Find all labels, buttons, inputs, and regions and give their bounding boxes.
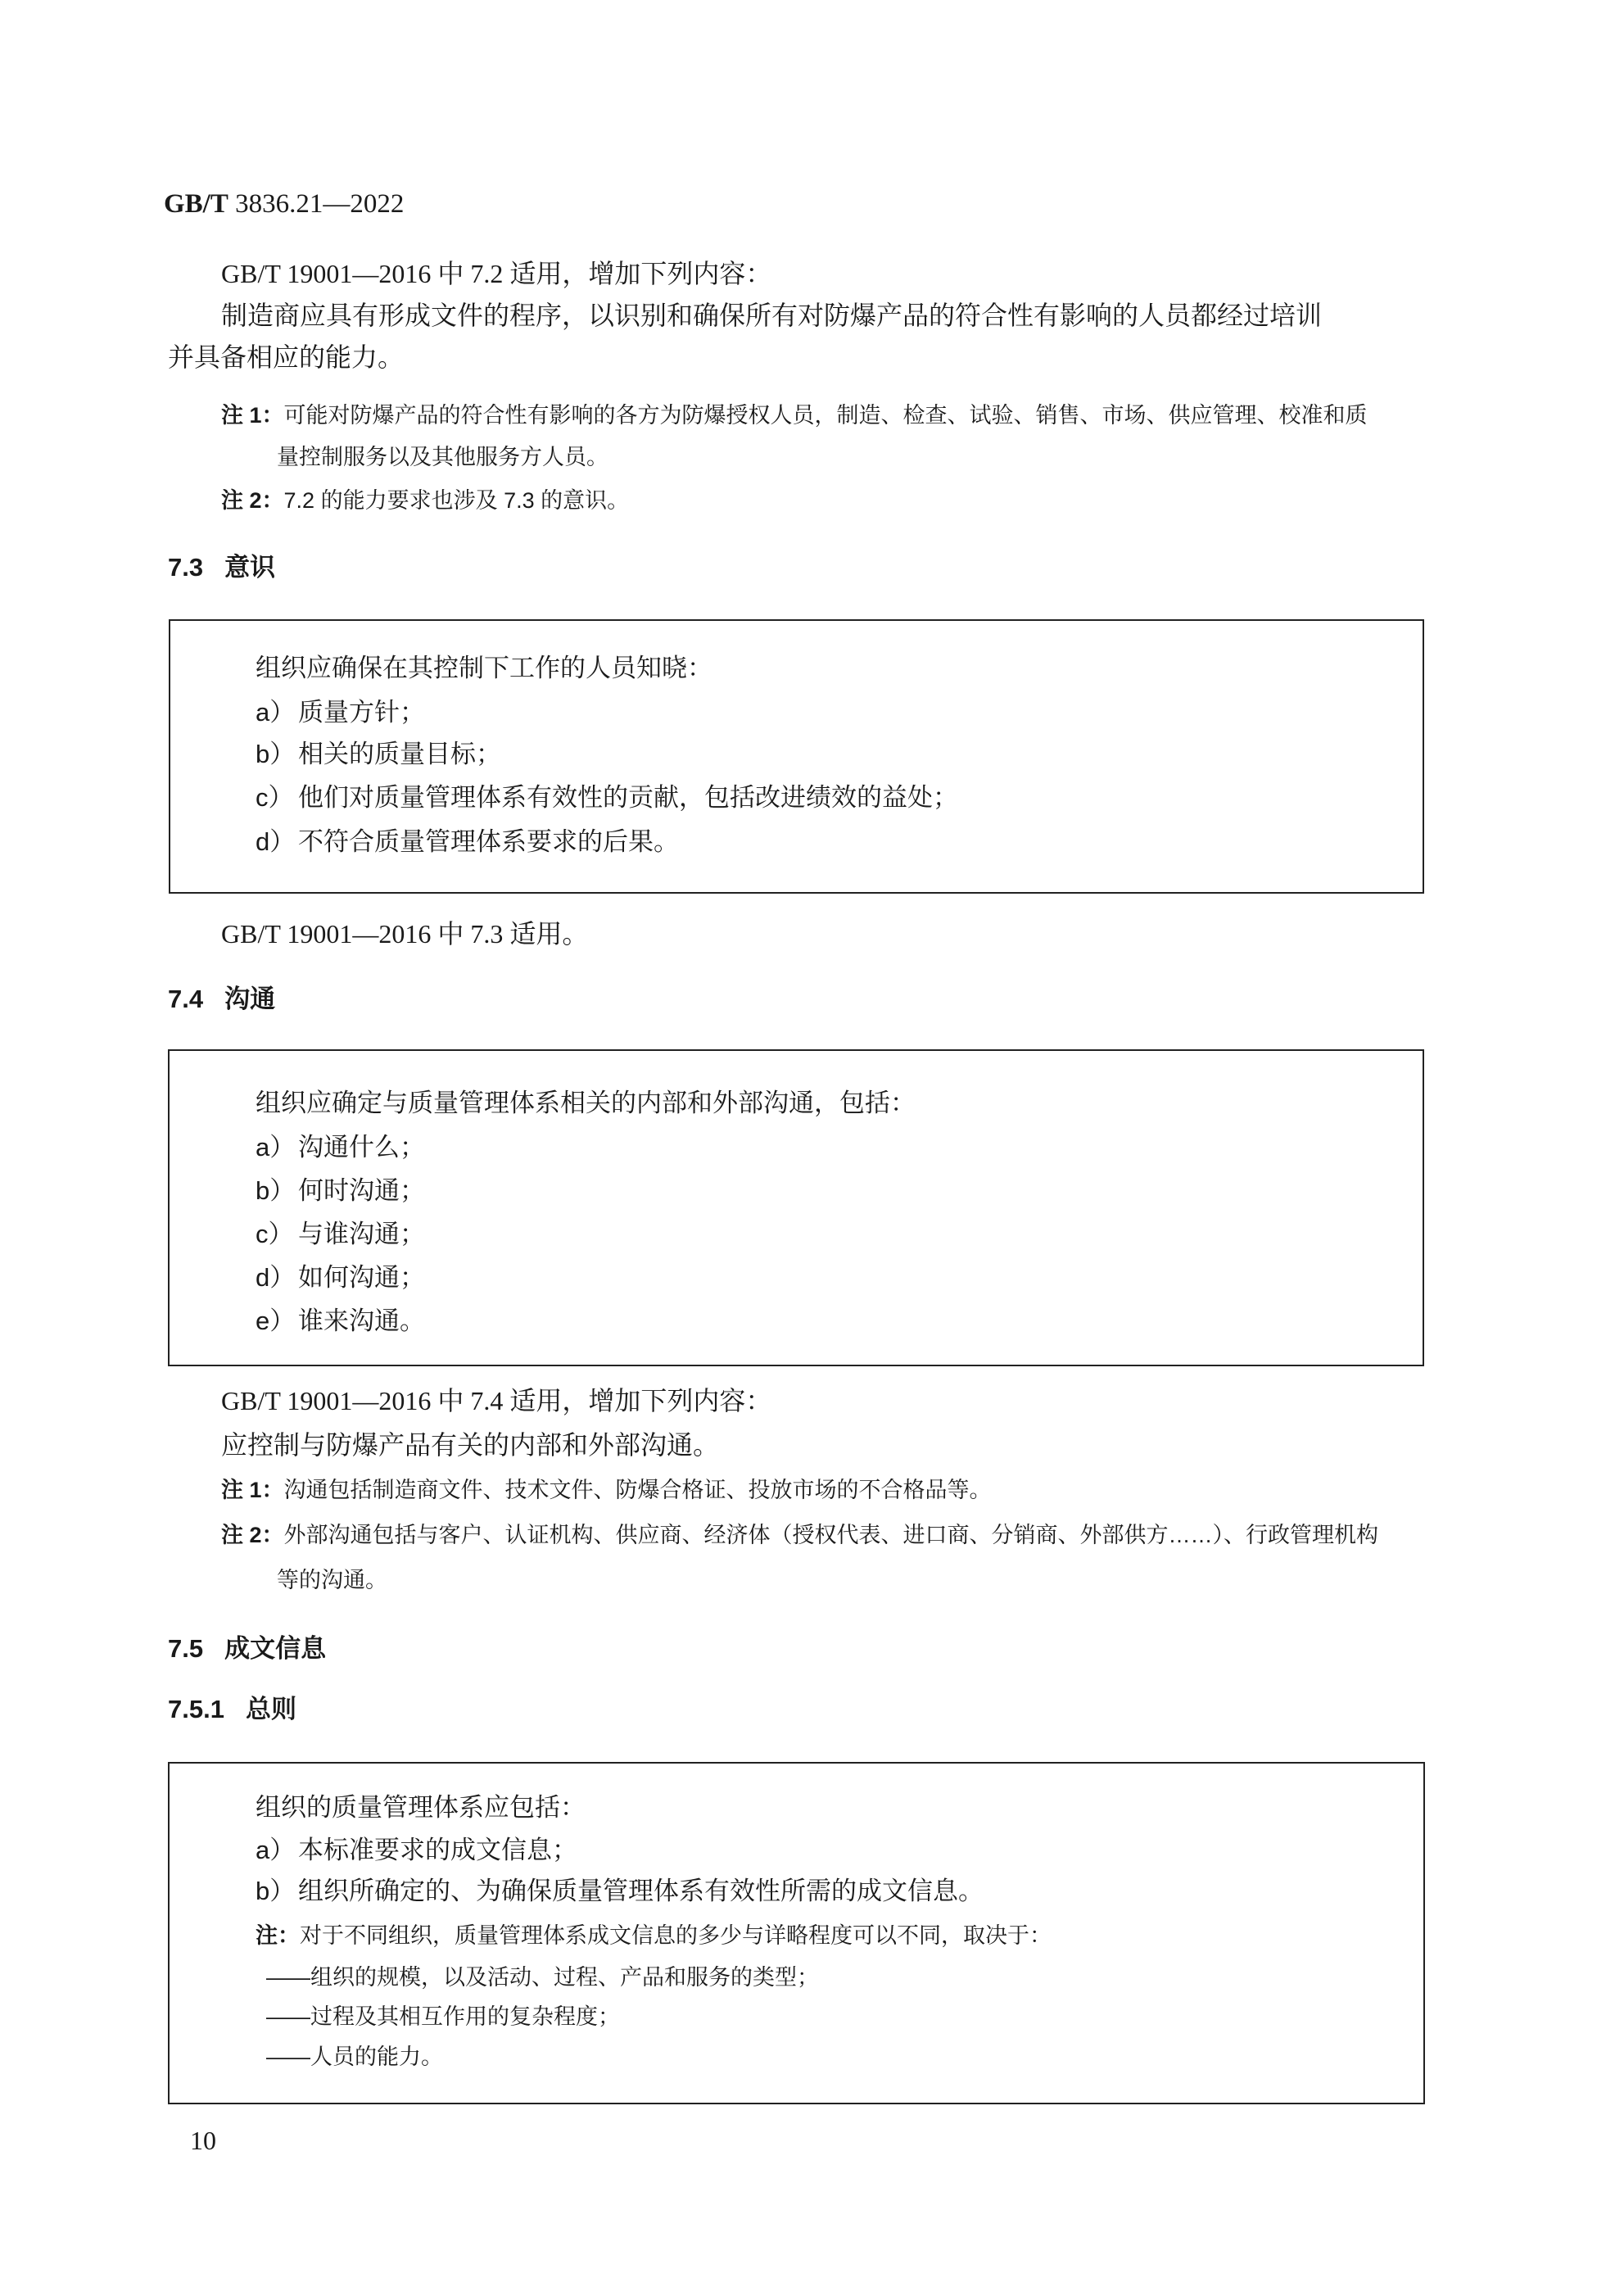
box-item	[256, 741, 501, 767]
item-text: 本标准要求的成文信息；	[298, 1836, 577, 1864]
item-text: 不符合质量管理体系要求的后果。	[298, 827, 679, 856]
item-text: 组织所确定的、为确保质量管理体系有效性所需的成文信息。	[298, 1877, 984, 1905]
note-label: 注 1：	[221, 403, 284, 428]
box-item	[256, 1134, 425, 1160]
item-label: a）	[256, 698, 296, 727]
sec72-note1-line2: 量控制服务以及其他服务方人员。	[277, 445, 608, 469]
item-text: 质量方针；	[298, 698, 425, 727]
box-item	[256, 785, 958, 810]
dash-item: ——组织的规模，以及活动、过程、产品和服务的类型；	[266, 1965, 819, 1990]
note-text: 外部沟通包括与客户、认证机构、供应商、经济体（授权代表、进口商、分销商、外部供方……）、行政管理机构	[283, 1523, 1379, 1547]
box-note	[256, 1925, 1052, 1947]
section-title: 意识	[224, 553, 276, 582]
box-item	[256, 1308, 425, 1334]
box-item	[256, 1837, 577, 1863]
section-title: 沟通	[224, 985, 276, 1013]
section-number: 7.4	[168, 985, 204, 1013]
section-heading-7-5-1	[168, 1696, 296, 1722]
sec72-text-line2: 并具备相应的能力。	[168, 342, 405, 372]
box-item	[256, 829, 679, 854]
box-item	[256, 1221, 425, 1247]
item-label: a）	[256, 1133, 296, 1162]
dash-item: ——过程及其相互作用的复杂程度；	[266, 2004, 620, 2029]
section-title: 总则	[245, 1695, 296, 1723]
header-prefix: GB/T	[164, 189, 228, 219]
section-heading-7-5	[168, 1636, 326, 1661]
sec74-text: 应控制与防爆产品有关的内部和外部沟通。	[221, 1430, 720, 1460]
sec72-applies: GB/T 19001—2016 中 7.2 适用，增加下列内容：	[221, 259, 772, 288]
sec74-note1	[221, 1479, 992, 1501]
item-label: c）	[256, 783, 294, 812]
sec74-note2	[221, 1524, 1378, 1547]
note-text: 沟通包括制造商文件、技术文件、防爆合格证、投放市场的不合格品等。	[283, 1478, 992, 1502]
item-label: a）	[256, 1836, 296, 1864]
box-item	[256, 700, 425, 725]
box-item	[256, 1178, 425, 1203]
sec72-note1	[221, 405, 1368, 427]
section-heading-7-3	[168, 555, 275, 580]
item-label: e）	[256, 1307, 296, 1335]
dash-item: ——人员的能力。	[266, 2045, 443, 2069]
sec73-applies: GB/T 19001—2016 中 7.3 适用。	[221, 919, 589, 949]
note-text: 7.2 的能力要求也涉及 7.3 的意识。	[283, 488, 630, 513]
item-text: 相关的质量目标；	[298, 740, 501, 768]
section-heading-7-4	[168, 986, 275, 1012]
page-number: 10	[190, 2126, 216, 2155]
item-label: b）	[256, 740, 296, 768]
sec74-note2-line2: 等的沟通。	[277, 1568, 387, 1592]
section-number: 7.5.1	[168, 1695, 224, 1723]
box-intro: 组织的质量管理体系应包括：	[256, 1793, 586, 1822]
note-label: 注 2：	[221, 1523, 284, 1547]
header-code: 3836.21—2022	[235, 189, 405, 219]
box-intro: 组织应确保在其控制下工作的人员知晓：	[256, 654, 712, 682]
item-label: c）	[256, 1220, 294, 1248]
item-label: b）	[256, 1176, 296, 1205]
item-text: 如何沟通；	[298, 1263, 425, 1292]
item-text: 何时沟通；	[298, 1176, 425, 1205]
sec72-text-line1: 制造商应具有形成文件的程序，以识别和确保所有对防爆产品的符合性有影响的人员都经过培训	[221, 301, 1323, 330]
note-text: 可能对防爆产品的符合性有影响的各方为防爆授权人员，制造、检查、试验、销售、市场、供应管理、校准和质	[283, 403, 1368, 428]
sec74-applies: GB/T 19001—2016 中 7.4 适用，增加下列内容：	[221, 1386, 772, 1415]
item-label: b）	[256, 1877, 296, 1905]
section-number: 7.5	[168, 1634, 204, 1663]
item-text: 与谁沟通；	[298, 1220, 425, 1248]
item-text: 谁来沟通。	[298, 1307, 425, 1335]
item-text: 他们对质量管理体系有效性的贡献，包括改进绩效的益处；	[298, 783, 958, 812]
note-label: 注 1：	[221, 1478, 284, 1502]
document-header	[164, 191, 404, 218]
note-label: 注：	[256, 1923, 300, 1948]
section-number: 7.3	[168, 553, 204, 582]
section-title: 成文信息	[224, 1634, 327, 1663]
note-label: 注 2：	[221, 488, 284, 513]
item-label: d）	[256, 827, 296, 856]
box-intro: 组织应确定与质量管理体系相关的内部和外部沟通，包括：	[256, 1089, 916, 1117]
note-text: 对于不同组织，质量管理体系成文信息的多少与详略程度可以不同，取决于：	[300, 1923, 1052, 1948]
item-text: 沟通什么；	[298, 1133, 425, 1162]
item-label: d）	[256, 1263, 296, 1292]
box-item	[256, 1878, 984, 1904]
box-item	[256, 1265, 425, 1290]
sec72-note2	[221, 490, 629, 512]
